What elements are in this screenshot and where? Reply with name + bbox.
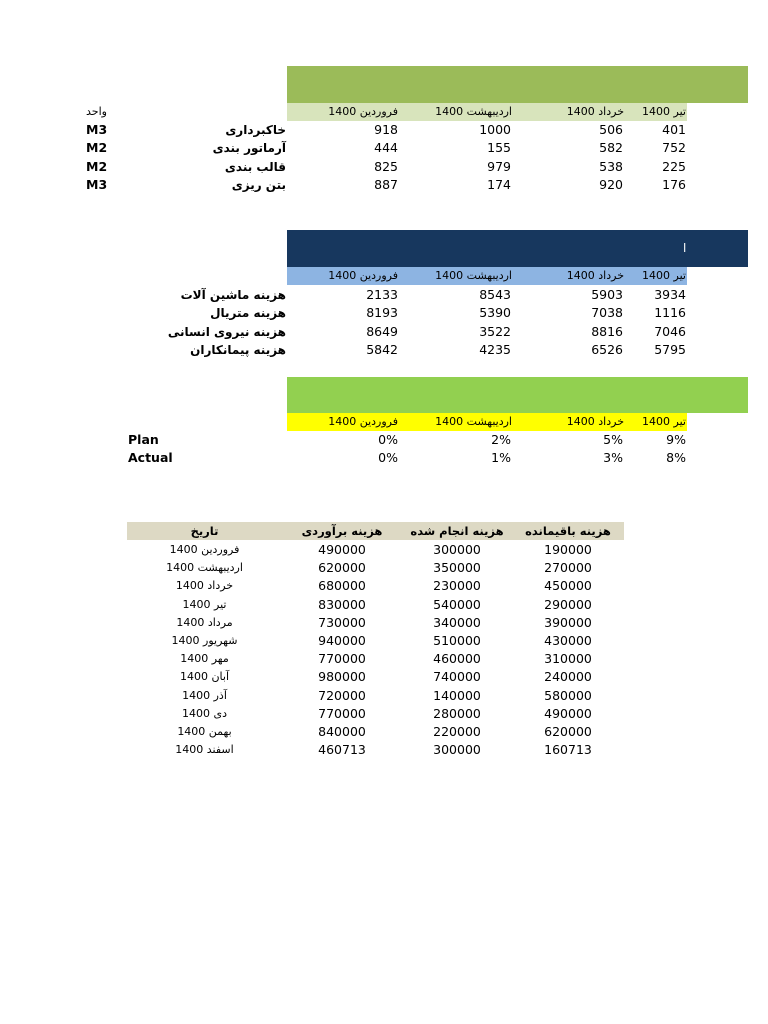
value-cell: 920 bbox=[599, 176, 623, 192]
value-cell: 174 bbox=[487, 176, 511, 192]
cost-label: هزینه ماشین آلات bbox=[180, 288, 286, 302]
value-cell: 155 bbox=[487, 140, 511, 156]
unit-cell: M2 bbox=[86, 140, 108, 156]
table-cell-estimated: 680000 bbox=[318, 578, 366, 594]
unit-cell: M3 bbox=[86, 122, 108, 137]
table-cell-done: 140000 bbox=[433, 687, 481, 703]
col-header-estimated: هزینه برآوردی bbox=[301, 524, 383, 538]
cost-label: هزینه پیمانکاران bbox=[190, 342, 286, 357]
percent-cell: 0% bbox=[378, 432, 398, 447]
value-cell: 8816 bbox=[591, 323, 623, 339]
value-cell: 582 bbox=[599, 140, 623, 156]
month-header-2: اردیبهشت 1400 bbox=[435, 269, 512, 282]
table-cell-done: 280000 bbox=[433, 705, 481, 721]
value-cell: 3522 bbox=[479, 323, 511, 339]
progress-label: Actual bbox=[128, 450, 173, 466]
table-cell-date: آذر 1400 bbox=[182, 688, 227, 702]
col-header-date: تاریخ bbox=[190, 524, 219, 538]
value-cell: 1000 bbox=[479, 122, 511, 137]
table-cell-date: شهریور 1400 bbox=[171, 634, 238, 647]
percent-cell: 1% bbox=[491, 450, 511, 466]
table-cell-estimated: 830000 bbox=[318, 596, 366, 612]
percent-cell: 3% bbox=[603, 450, 623, 466]
section2-header-band bbox=[287, 230, 748, 267]
value-cell: 4235 bbox=[479, 341, 511, 357]
value-cell: 979 bbox=[487, 158, 511, 174]
table-cell-remaining: 160713 bbox=[544, 742, 592, 758]
value-cell: 5390 bbox=[479, 305, 511, 321]
value-cell: 1116 bbox=[654, 305, 686, 321]
table-cell-remaining: 310000 bbox=[544, 651, 592, 667]
table-cell-done: 300000 bbox=[433, 742, 481, 758]
table-cell-done: 300000 bbox=[433, 542, 481, 557]
month-header-2: اردیبهشت 1400 bbox=[435, 415, 512, 428]
percent-cell: 0% bbox=[378, 450, 398, 466]
value-cell: 887 bbox=[374, 176, 398, 192]
value-cell: 5903 bbox=[591, 287, 623, 302]
table-cell-remaining: 450000 bbox=[544, 578, 592, 594]
table-cell-date: دی 1400 bbox=[181, 706, 227, 720]
percent-cell: 8% bbox=[666, 450, 686, 466]
section1-header-band bbox=[287, 66, 748, 103]
activity-label: خاکبرداری bbox=[225, 123, 286, 137]
table-cell-done: 220000 bbox=[433, 724, 481, 739]
month-header-3: خرداد 1400 bbox=[566, 105, 624, 118]
value-cell: 752 bbox=[662, 140, 686, 156]
month-header-3: خرداد 1400 bbox=[566, 269, 624, 282]
month-header-1: فروردین 1400 bbox=[328, 269, 398, 282]
month-header-4: تیر 1400 bbox=[642, 105, 686, 118]
month-header-4: تیر 1400 bbox=[642, 269, 686, 282]
table-cell-done: 740000 bbox=[433, 669, 481, 685]
table-cell-estimated: 770000 bbox=[318, 705, 366, 721]
table-cell-remaining: 430000 bbox=[544, 633, 592, 648]
table-cell-estimated: 490000 bbox=[318, 542, 366, 557]
value-cell: 825 bbox=[374, 158, 398, 174]
table-cell-date: اسفند 1400 bbox=[175, 743, 234, 757]
month-header-1: فروردین 1400 bbox=[328, 105, 398, 118]
month-header-3: خرداد 1400 bbox=[566, 415, 624, 428]
table-cell-date: مرداد 1400 bbox=[176, 615, 233, 629]
percent-cell: 2% bbox=[491, 432, 511, 447]
cost-label: هزینه متریال bbox=[210, 306, 286, 321]
table-cell-remaining: 190000 bbox=[544, 542, 592, 557]
table-cell-remaining: 240000 bbox=[544, 669, 592, 685]
table-cell-date: آبان 1400 bbox=[179, 670, 230, 684]
col-header-remaining: هزینه باقیمانده bbox=[525, 524, 611, 538]
month-header-1: فروردین 1400 bbox=[328, 415, 398, 428]
value-cell: 8543 bbox=[479, 287, 511, 302]
table-cell-estimated: 620000 bbox=[318, 560, 366, 576]
value-cell: 444 bbox=[374, 140, 398, 156]
progress-label: Plan bbox=[128, 432, 159, 447]
table-cell-estimated: 980000 bbox=[318, 669, 366, 685]
value-cell: 7038 bbox=[591, 305, 623, 321]
unit-cell: M2 bbox=[86, 158, 108, 174]
value-cell: 5795 bbox=[654, 341, 686, 357]
table-cell-estimated: 720000 bbox=[318, 687, 366, 703]
value-cell: 7046 bbox=[654, 323, 686, 339]
value-cell: 2133 bbox=[366, 287, 398, 302]
value-cell: 225 bbox=[662, 158, 686, 174]
value-cell: 401 bbox=[662, 122, 686, 137]
value-cell: 506 bbox=[599, 122, 623, 137]
table-cell-done: 460000 bbox=[433, 651, 481, 667]
table-cell-remaining: 390000 bbox=[544, 614, 592, 630]
value-cell: 5842 bbox=[366, 341, 398, 357]
table-cell-estimated: 770000 bbox=[318, 651, 366, 667]
table-cell-estimated: 840000 bbox=[318, 724, 366, 739]
table-cell-remaining: 620000 bbox=[544, 724, 592, 739]
month-header-4: تیر 1400 bbox=[642, 415, 686, 428]
cost-label: هزینه نیروی انسانی bbox=[167, 324, 286, 339]
table-cell-date: اردیبهشت 1400 bbox=[166, 561, 243, 575]
unit-column-header: واحد bbox=[86, 105, 107, 118]
value-cell: 176 bbox=[662, 176, 686, 192]
table-cell-done: 510000 bbox=[433, 633, 481, 648]
table-cell-done: 340000 bbox=[433, 614, 481, 630]
table-cell-remaining: 290000 bbox=[544, 596, 592, 612]
value-cell: 3934 bbox=[654, 287, 686, 302]
section3-header-band bbox=[287, 377, 748, 413]
table-cell-remaining: 580000 bbox=[544, 687, 592, 703]
table-cell-date: تیر 1400 bbox=[182, 597, 227, 611]
table-cell-date: مهر 1400 bbox=[180, 652, 229, 666]
table-cell-remaining: 270000 bbox=[544, 560, 592, 576]
col-header-done: هزینه انجام شده bbox=[410, 524, 504, 538]
table-cell-done: 540000 bbox=[433, 596, 481, 612]
table-cell-estimated: 940000 bbox=[318, 633, 366, 648]
activity-label: آرماتور بندی bbox=[212, 141, 286, 156]
table-cell-done: 350000 bbox=[433, 560, 481, 576]
value-cell: 8649 bbox=[366, 323, 398, 339]
table-cell-estimated: 730000 bbox=[318, 614, 366, 630]
section2-band-mark: ا bbox=[683, 241, 687, 255]
percent-cell: 5% bbox=[603, 432, 623, 447]
month-header-2: اردیبهشت 1400 bbox=[435, 105, 512, 118]
value-cell: 6526 bbox=[591, 341, 623, 357]
value-cell: 538 bbox=[599, 158, 623, 174]
table-cell-remaining: 490000 bbox=[544, 705, 592, 721]
table-cell-date: بهمن 1400 bbox=[177, 725, 232, 738]
activity-label: قالب بندی bbox=[224, 159, 286, 174]
table-cell-date: خرداد 1400 bbox=[175, 579, 234, 593]
value-cell: 918 bbox=[374, 122, 398, 137]
unit-cell: M3 bbox=[86, 176, 108, 192]
table-cell-estimated: 460713 bbox=[318, 742, 366, 758]
table-cell-done: 230000 bbox=[433, 578, 481, 594]
percent-cell: 9% bbox=[666, 432, 686, 447]
activity-label: بتن ریزی bbox=[231, 177, 286, 192]
table-cell-date: فروردین 1400 bbox=[169, 543, 240, 556]
value-cell: 8193 bbox=[366, 305, 398, 321]
